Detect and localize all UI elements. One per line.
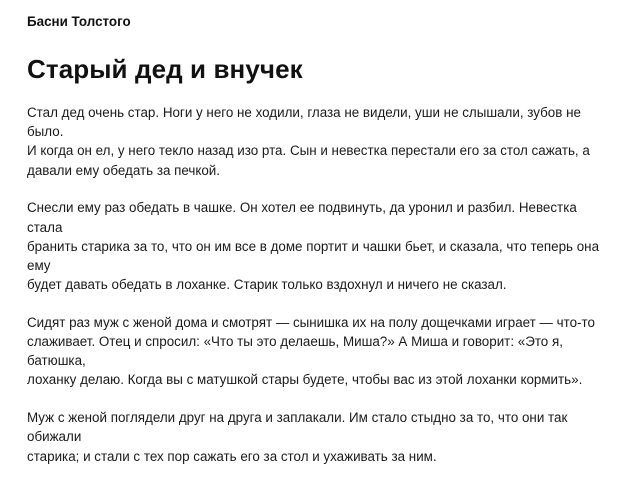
story-paragraph-2: Снесли ему раз обедать в чашке. Он хотел ее подвинуть, да уронил и разбил. Невестка стала бранить старика за то, что он им все в доме портит и чашки бьет, и сказала, что теперь она ему будет давать обедать в лоханке. Старик только вздохнул и ничего не сказал. xyxy=(27,200,600,293)
story-paragraph-1: Стал дед очень стар. Ноги у него не ходили, глаза не видели, уши не слышали, зубов не было. И когда он ел, у него текло назад изо рта. Сын и невестка перестали его за стол сажать, а давали ему обедать за печкой. xyxy=(27,105,590,178)
story-title: Старый дед и внучек xyxy=(27,54,303,84)
story-paragraph-3: Сидят раз муж с женой дома и смотрят — сынишка их на полу дощечками играет — что-то слаживает. Отец и спросил: «Что ты это делаешь, Миша?» А Миша и говорит: «Это я, батюшка, лоханку делаю. Когда вы с матушкой стары будете, чтобы вас из этой лоханки кормить». xyxy=(27,314,595,388)
story-body xyxy=(27,103,607,484)
story-paragraph-4: Муж с женой поглядели друг на друга и заплакали. Им стало стыдно за то, что они так обижали старика; и стали с тех пор сажать его за стол и ухаживать за ним. xyxy=(27,410,568,464)
site-title[interactable]: Басни Толстого xyxy=(27,14,131,29)
